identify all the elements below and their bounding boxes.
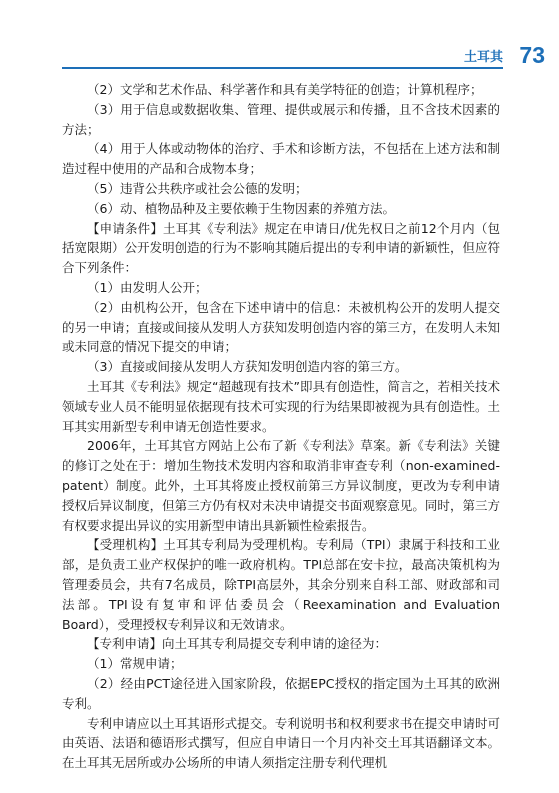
paragraph: （5）违背公共秩序或社会公德的发明；: [87, 180, 308, 196]
paragraph: 2006年，土耳其官方网站上公布了新《专利法》草案。新《专利法》关键的修订之处在于：增加生物技术发明内容和取消非审查专利（non-examined-patent）制度。此外，土耳其将废止授权前第三方异议制度，更改为专利申请授权后异议制度，但第三方仍有权对未决申请提交书面观察意见。同时，第三方有权要求提出异议的实用新型申请出具新颖性检索报告。: [62, 438, 500, 533]
paragraph: 土耳其《专利法》规定“超越现有技术”即具有创造性，简言之，若相关技术领域专业人员不能明显依据现有技术可实现的行为结果即被视为具有创造性。土耳其实用新型专利申请无创造性要求。: [62, 378, 500, 434]
page-number: 73: [519, 42, 545, 68]
paragraph: （2）由机构公开，包含在下述申请中的信息：未被机构公开的发明人提交的另一申请；直接或间接从发明人方获知发明创造内容的第三方，在发明人未知或未同意的情况下提交的申请；: [62, 299, 500, 355]
paragraph: 【专利申请】向土耳其专利局提交专利申请的途径为：: [87, 636, 388, 652]
paragraph: 【申请条件】土耳其《专利法》规定在申请日/优先权日之前12个月内（包括宽限期）公开发明创造的行为不影响其随后提出的专利申请的新颖性，但应符合下列条件：: [62, 220, 500, 276]
paragraph: （6）动、植物品种及主要依赖于生物因素的养殖方法。: [87, 200, 395, 216]
paragraph: 专利申请应以土耳其语形式提交。专利说明书和权利要求书在提交申请时可由英语、法语和德语形式撰写，但应自申请日一个月内补交土耳其语翻译文本。在土耳其无居所或办公场所的申请人须指定注册专利代理机: [62, 715, 500, 771]
paragraph: （3）用于信息或数据收集、管理、提供或展示和传播，且不含技术因素的方法；: [62, 101, 500, 137]
paragraph: （1）常规申请；: [87, 656, 183, 672]
paragraph: （2）文学和艺术作品、科学著作和具有美学特征的创造；计算机程序；: [87, 82, 483, 97]
paragraph: （4）用于人体或动物体的治疗、手术和诊断方法，不包括在上述方法和制造过程中使用的产品和合成物本身；: [62, 141, 500, 177]
body-text: [62, 80, 500, 773]
paragraph: （3）直接或间接从发明人方获知发明创造内容的第三方。: [87, 359, 408, 375]
running-header-title: 土耳其: [463, 50, 503, 65]
paragraph: 【受理机构】土耳其专利局为受理机构。专利局（TPI）隶属于科技和工业部，是负责工业产权保护的唯一政府机构。TPI总部在安卡拉，最高决策机构为管理委员会，共有7名成员，除TPI高层外，其余分别来自科工部、财政部和司法部。TPI设有复审和评估委员会（Reexamination and Evaluation Board），受理授权专利异议和无效请求。: [62, 537, 500, 632]
paragraph: （1）由发明人公开；: [87, 279, 208, 295]
page-header: [0, 0, 559, 78]
paragraph: （2）经由PCT途径进入国家阶段，依据EPC授权的指定国为土耳其的欧洲专利。: [62, 675, 500, 711]
header-rule: [62, 67, 503, 69]
